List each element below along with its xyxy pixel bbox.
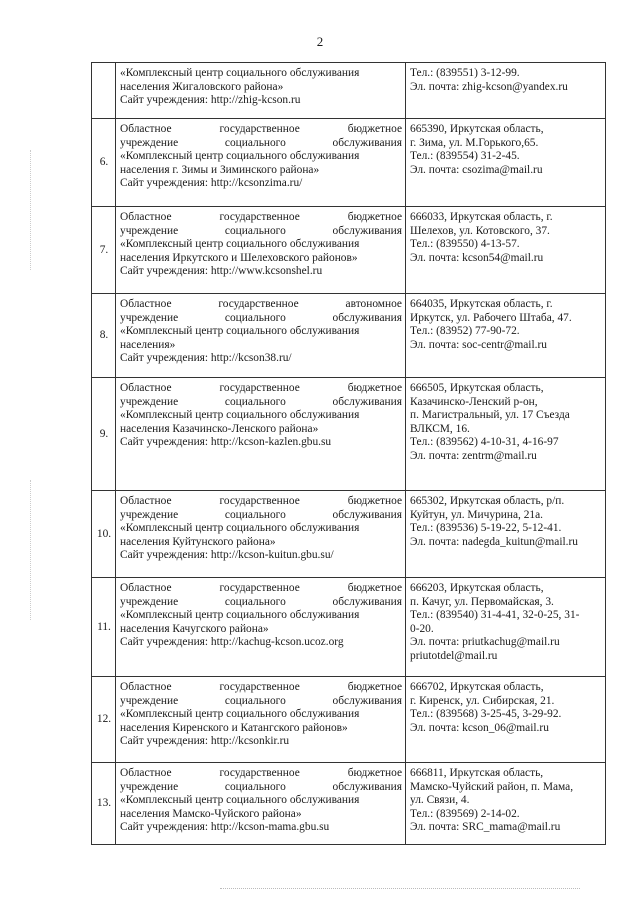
table-row <box>92 763 606 845</box>
contact-line: Куйтун, ул. Мичурина, 21а. <box>410 508 543 521</box>
organization-name-line: учреждение социального обслуживания <box>120 595 402 608</box>
contact-cell <box>406 491 606 578</box>
contact-line: 664035, Иркутская область, г. <box>410 298 553 310</box>
organization-name-line: «Комплексный центр социального обслуживания <box>120 708 360 721</box>
row-number: 6. <box>92 119 116 207</box>
contact-line: Тел.: (839536) 5-19-22, 5-12-41. <box>410 522 562 535</box>
contact-line: Тел.: (839550) 4-13-57. <box>410 238 520 251</box>
website-link[interactable]: Сайт учреждения: http://zhig-kcson.ru <box>120 94 301 107</box>
organization-name-line: учреждение социального обслуживания <box>120 508 402 521</box>
table-row <box>92 378 606 491</box>
contact-line: Казачинско-Ленский р-он, <box>410 395 538 408</box>
contact-line: Эл. почта: nadegda_kuitun@mail.ru <box>410 535 578 548</box>
organization-name-line: «Комплексный центр социального обслуживания <box>120 325 360 338</box>
row-number: 11. <box>92 578 116 677</box>
scan-mark <box>30 480 31 620</box>
contact-line: Эл. почта: csozima@mail.ru <box>410 163 543 176</box>
contact-cell <box>406 378 606 491</box>
table-row <box>92 578 606 677</box>
organization-name-line: «Комплексный центр социального обслуживания <box>120 409 360 422</box>
contact-cell <box>406 207 606 294</box>
contact-line: Тел.: (839569) 2-14-02. <box>410 807 520 820</box>
organization-cell <box>116 491 406 578</box>
row-number: 9. <box>92 378 116 491</box>
contact-line: 666033, Иркутская область, г. <box>410 211 553 223</box>
organization-name <box>120 382 402 436</box>
organization-name <box>120 767 402 821</box>
organization-name <box>120 681 402 735</box>
organization-name-line: Областное государственное бюджетное <box>120 681 402 693</box>
table-row <box>92 491 606 578</box>
organization-name-line: населения Киренского и Катангского районов» <box>120 721 348 734</box>
contact-line: г. Киренск, ул. Сибирская, 21. <box>410 694 555 707</box>
contact-line: Эл. почта: SRC_mama@mail.ru <box>410 821 561 834</box>
organization-name-line: «Комплексный центр социального обслуживания <box>120 522 360 535</box>
organization-cell <box>116 378 406 491</box>
page-number: 2 <box>316 34 324 49</box>
row-number: 7. <box>92 207 116 294</box>
table-row <box>92 63 606 119</box>
organization-cell <box>116 294 406 378</box>
website-link[interactable]: Сайт учреждения: http://kachug-kcson.ucoz.org <box>120 636 344 649</box>
organization-cell <box>116 763 406 845</box>
table-row <box>92 677 606 763</box>
organization-name-line: населения Куйтунского района» <box>120 535 276 548</box>
website-link[interactable]: Сайт учреждения: http://www.kcsonshel.ru <box>120 265 323 278</box>
organization-name-line: «Комплексный центр социального обслуживания <box>120 609 360 622</box>
contact-line: ВЛКСМ, 16. <box>410 422 470 435</box>
website-link[interactable]: Сайт учреждения: http://kcson-kazlen.gbu.su <box>120 436 332 449</box>
organization-name-line: населения Казачинско-Ленского района» <box>120 422 319 435</box>
contact-line: Мамско-Чуйский район, п. Мама, <box>410 780 574 793</box>
website-link[interactable]: Сайт учреждения: http://kcsonkir.ru <box>120 735 290 748</box>
contact-line: Эл. почта: kcson_06@mail.ru <box>410 721 549 734</box>
row-number: 13. <box>92 763 116 845</box>
organization-cell <box>116 63 406 119</box>
table-row <box>92 294 606 378</box>
organization-name <box>120 211 402 265</box>
row-number: 8. <box>92 294 116 378</box>
organization-name <box>120 67 402 94</box>
organization-name-line: населения» <box>120 338 176 351</box>
organization-name-line: учреждение социального обслуживания <box>120 694 402 707</box>
contact-line: Тел.: (839562) 4-10-31, 4-16-97 <box>410 436 559 449</box>
contact-line: Эл. почта: zentrm@mail.ru <box>410 449 537 462</box>
contact-line: п. Качуг, ул. Первомайская, 3. <box>410 595 554 608</box>
row-number <box>92 63 116 119</box>
organization-name-line: Областное государственное бюджетное <box>120 767 402 779</box>
contact-line: 665302, Иркутская область, р/п. <box>410 495 565 507</box>
contact-line: п. Магистральный, ул. 17 Съезда <box>410 409 570 422</box>
contact-line: Эл. почта: soc-centr@mail.ru <box>410 338 547 351</box>
contact-cell <box>406 63 606 119</box>
organization-name-line: учреждение социального обслуживания <box>120 780 402 793</box>
contact-line: Эл. почта: priutkachug@mail.ru <box>410 636 560 649</box>
contact-line: 0-20. <box>410 622 434 635</box>
contact-cell <box>406 294 606 378</box>
contact-line: Шелехов, ул. Котовского, 37. <box>410 224 550 237</box>
organization-name-line: населения Мамско-Чуйского района» <box>120 807 302 820</box>
organization-name-line: Областное государственное бюджетное <box>120 582 402 594</box>
organization-cell <box>116 119 406 207</box>
table-row <box>92 207 606 294</box>
organization-name-line: Областное государственное автономное <box>120 298 402 310</box>
organization-name-line: «Комплексный центр социального обслуживания <box>120 67 360 79</box>
organization-name <box>120 298 402 352</box>
organization-name-line: учреждение социального обслуживания <box>120 395 402 408</box>
organization-name-line: «Комплексный центр социального обслуживания <box>120 238 360 251</box>
organization-name-line: Областное государственное бюджетное <box>120 495 402 507</box>
contact-line: Тел.: (839540) 31-4-41, 32-0-25, 31- <box>410 609 580 622</box>
organization-name-line: учреждение социального обслуживания <box>120 311 402 324</box>
organizations-table <box>91 62 606 845</box>
website-link[interactable]: Сайт учреждения: http://kcson-kuitun.gbu.su/ <box>120 549 334 562</box>
organization-name-line: учреждение социального обслуживания <box>120 136 402 149</box>
organization-cell <box>116 207 406 294</box>
organization-cell <box>116 578 406 677</box>
contact-line: Иркутск, ул. Рабочего Штаба, 47. <box>410 311 572 324</box>
contact-cell <box>406 763 606 845</box>
contact-line: 666811, Иркутская область, <box>410 767 544 779</box>
row-number: 10. <box>92 491 116 578</box>
website-link[interactable]: Сайт учреждения: http://kcson38.ru/ <box>120 352 292 365</box>
organization-name-line: Областное государственное бюджетное <box>120 211 402 223</box>
contact-line: 666203, Иркутская область, <box>410 582 544 594</box>
organization-name-line: учреждение социального обслуживания <box>120 224 402 237</box>
organization-name <box>120 495 402 549</box>
contact-cell <box>406 578 606 677</box>
organization-name <box>120 123 402 177</box>
contact-line: Тел.: (839551) 3-12-99. <box>410 67 520 79</box>
contact-cell <box>406 119 606 207</box>
website-link[interactable]: Сайт учреждения: http://kcson-mama.gbu.su <box>120 821 330 834</box>
organization-name-line: населения Жигаловского района» <box>120 80 284 93</box>
contact-line: ул. Связи, 4. <box>410 794 470 807</box>
contact-line: г. Зима, ул. М.Горького,65. <box>410 136 539 149</box>
website-link[interactable]: Сайт учреждения: http://kcsonzima.ru/ <box>120 177 303 190</box>
contact-line: 666505, Иркутская область, <box>410 382 544 394</box>
organization-name-line: Областное государственное бюджетное <box>120 123 402 135</box>
table-row <box>92 119 606 207</box>
contact-line: 666702, Иркутская область, <box>410 681 544 693</box>
contact-line: priutotdel@mail.ru <box>410 649 498 662</box>
contact-line: Эл. почта: zhig-kcson@yandex.ru <box>410 80 568 93</box>
contact-line: Тел.: (839568) 3-25-45, 3-29-92. <box>410 708 562 721</box>
contact-line: Тел.: (83952) 77-90-72. <box>410 325 520 338</box>
organization-name-line: Областное государственное бюджетное <box>120 382 402 394</box>
contact-line: Тел.: (839554) 31-2-45. <box>410 150 520 163</box>
contact-line: Эл. почта: kcson54@mail.ru <box>410 251 544 264</box>
scan-bottom-rule <box>220 888 580 889</box>
organization-name-line: населения Иркутского и Шелеховского районов» <box>120 251 358 264</box>
organization-name-line: населения Качугского района» <box>120 622 269 635</box>
organization-name <box>120 582 402 636</box>
organization-cell <box>116 677 406 763</box>
row-number: 12. <box>92 677 116 763</box>
contact-line: 665390, Иркутская область, <box>410 123 544 135</box>
organization-name-line: «Комплексный центр социального обслуживания <box>120 150 360 163</box>
scan-mark <box>30 150 31 270</box>
organization-name-line: населения г. Зимы и Зиминского района» <box>120 163 320 176</box>
contact-cell <box>406 677 606 763</box>
organization-name-line: «Комплексный центр социального обслуживания <box>120 794 360 807</box>
